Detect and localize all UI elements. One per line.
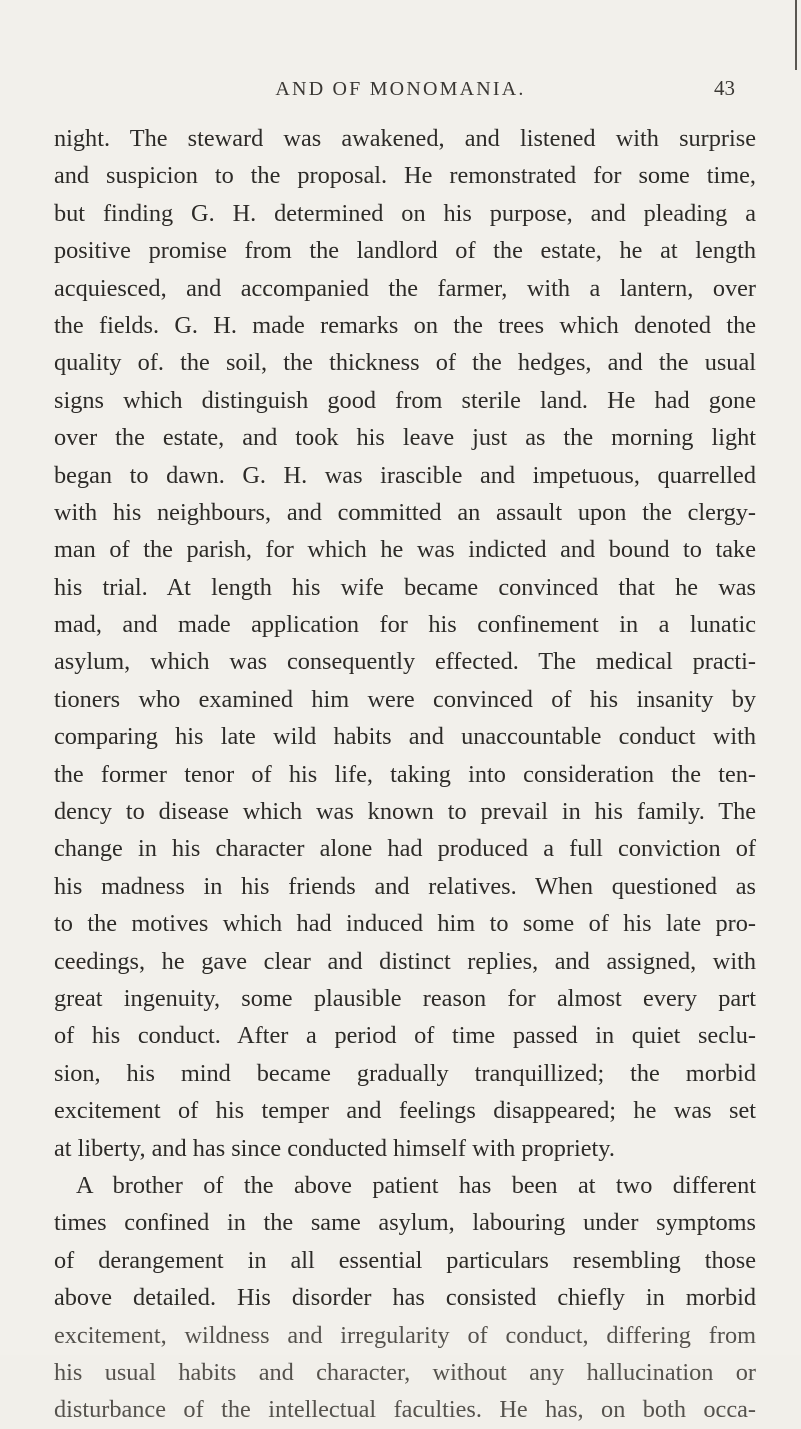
page-edge-line [795,0,797,70]
page-number: 43 [714,76,735,100]
text-line: but finding G. H. determined on his purpose, and pleading a [54,199,756,227]
text-line: great ingenuity, some plausible reason for almost every part [54,984,756,1012]
text-line: quality of. the soil, the thickness of the hedges, and the usual [54,349,756,377]
text-line: change in his character alone had produced a full conviction of [54,835,756,863]
text-line: his usual habits and character, without any hallucination or [54,1358,756,1386]
text-line: mad, and made application for his confinement in a lunatic [54,611,756,639]
paragraph-end-line: at liberty, and has since conducted himself with propriety. [54,1134,615,1162]
text-line: positive promise from the landlord of the estate, he at length [54,237,756,265]
text-line: man of the parish, for which he was indicted and bound to take [54,536,756,564]
text-line: the fields. G. H. made remarks on the trees which denoted the [54,311,756,339]
text-line: dency to disease which was known to prevail in his family. The [54,798,756,826]
text-line: to the motives which had induced him to some of his late pro- [54,910,756,938]
text-line: and suspicion to the proposal. He remonstrated for some time, [54,162,756,190]
running-title: AND OF MONOMANIA. [275,78,526,100]
running-head [0,70,801,110]
text-line: his madness in his friends and relatives. When questioned as [54,872,756,900]
text-line: the former tenor of his life, taking into consideration the ten- [54,760,756,788]
text-line: sion, his mind became gradually tranquillized; the morbid [54,1059,756,1087]
text-line: tioners who examined him were convinced of his insanity by [54,685,756,713]
text-line: signs which distinguish good from sterile land. He had gone [54,386,756,414]
text-line: comparing his late wild habits and unaccountable conduct with [54,723,756,751]
text-line: excitement, wildness and irregularity of conduct, differing from [54,1321,756,1349]
text-line: ceedings, he gave clear and distinct replies, and assigned, with [54,947,756,975]
body-text [54,120,756,1429]
text-line: began to dawn. G. H. was irascible and impetuous, quarrelled [54,461,756,489]
text-line: over the estate, and took his leave just as the morning light [54,424,756,452]
text-line: his trial. At length his wife became convinced that he was [54,573,756,601]
text-line: asylum, which was consequently effected. The medical practi- [54,648,756,676]
text-line: above detailed. His disorder has consisted chiefly in morbid [54,1284,756,1312]
text-line: acquiesced, and accompanied the farmer, with a lantern, over [54,274,756,302]
text-line: times confined in the same asylum, labouring under symptoms [54,1209,756,1237]
text-line: disturbance of the intellectual faculties. He has, on both occa- [54,1396,756,1424]
text-line: with his neighbours, and committed an assault upon the clergy- [54,498,756,526]
paragraph-start-line: A brother of the above patient has been at two different [76,1171,756,1199]
text-line: of his conduct. After a period of time passed in quiet seclu- [54,1022,756,1050]
text-line: excitement of his temper and feelings disappeared; he was set [54,1097,756,1125]
text-line: night. The steward was awakened, and listened with surprise [54,125,756,152]
text-line: of derangement in all essential particulars resembling those [54,1246,756,1274]
